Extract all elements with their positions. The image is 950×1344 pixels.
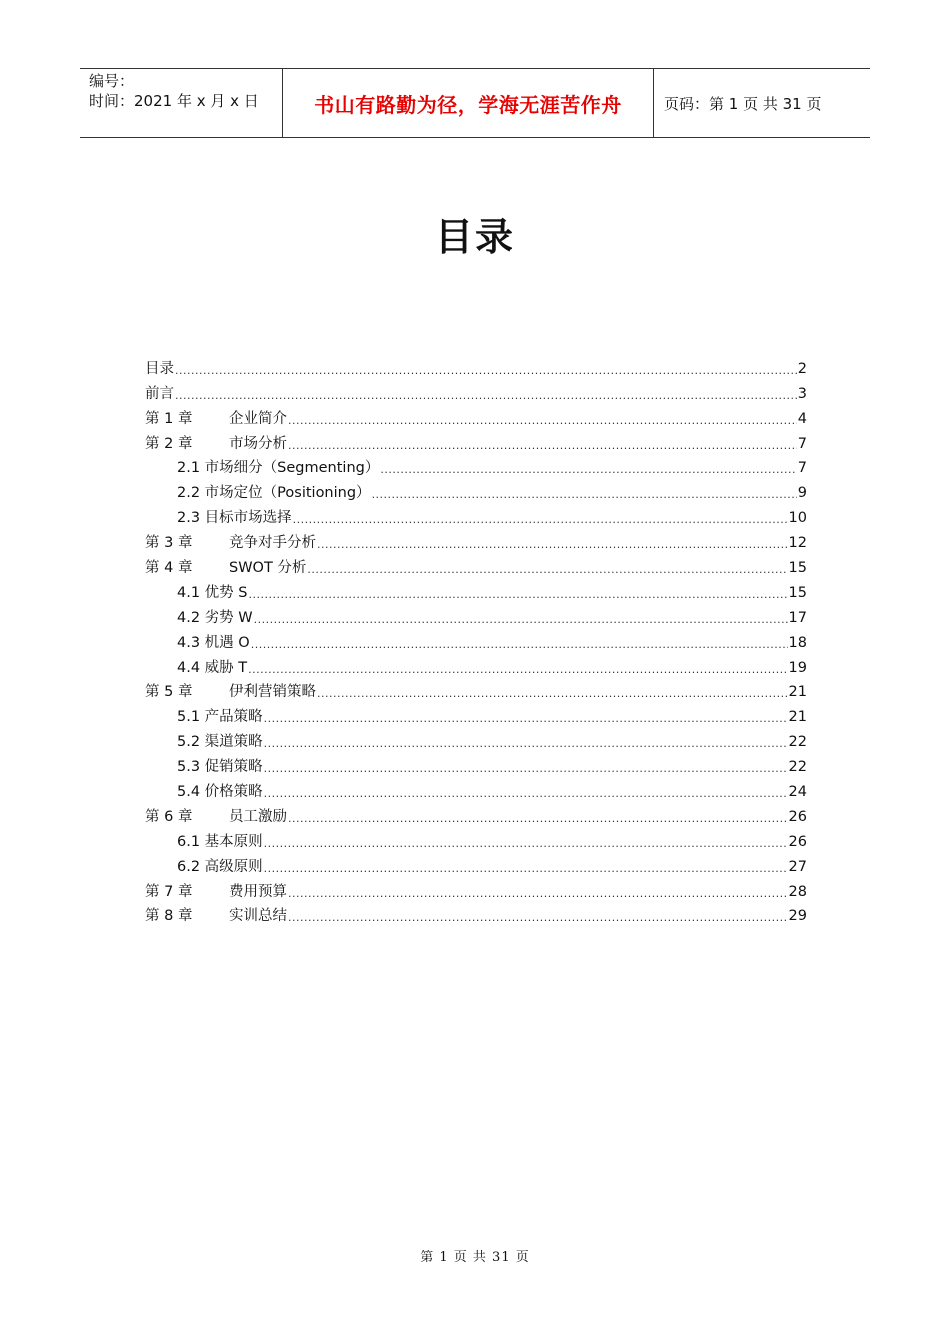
- toc-entry-label: [177, 783, 263, 802]
- toc-page-number: 28: [788, 883, 807, 900]
- toc-page-number: 22: [788, 759, 807, 776]
- toc-entry[interactable]: [145, 653, 807, 678]
- toc-entry[interactable]: [145, 379, 807, 404]
- toc-chapter-number: 第 6 章: [145, 808, 193, 825]
- toc-page-number: 29: [788, 908, 807, 925]
- document-number-label: 编号：: [89, 72, 135, 90]
- toc-entry-label: [145, 883, 287, 902]
- header-motto: 书山有路勤为径，学海无涯苦作舟: [314, 92, 622, 117]
- toc-entry-title: 4.3 机遇 O: [177, 634, 250, 651]
- toc-page-number: 7: [797, 460, 807, 477]
- toc-entry-title: 5.2 渠道策略: [177, 734, 263, 751]
- toc-entry[interactable]: [145, 578, 807, 603]
- toc-chapter-number: 第 5 章: [145, 684, 193, 701]
- toc-entry-label: [177, 659, 247, 678]
- toc-dot-leader: [307, 562, 787, 578]
- toc-entry-title: 5.3 促销策略: [177, 759, 263, 776]
- toc-page-number: 10: [788, 510, 807, 527]
- toc-entry-label: [145, 559, 306, 578]
- toc-entry-label: [145, 808, 287, 827]
- toc-entry-title: 2.3 目标市场选择: [177, 510, 292, 527]
- toc-entry[interactable]: [145, 528, 807, 553]
- toc-entry-label: [177, 858, 263, 877]
- toc-page-number: 21: [788, 684, 807, 701]
- toc-entry[interactable]: [145, 852, 807, 877]
- toc-entry-title: 费用预算: [229, 883, 287, 900]
- toc-entry-label: [177, 609, 253, 628]
- toc-entry-title: 2.2 市场定位（Positioning）: [177, 485, 371, 502]
- toc-entry-label: [177, 758, 263, 777]
- toc-page-number: 22: [788, 734, 807, 751]
- toc-entry-label: [145, 410, 287, 429]
- toc-entry-title: SWOT 分析: [229, 560, 307, 577]
- toc-entry-title: 5.4 价格策略: [177, 784, 263, 801]
- toc-chapter-number: 第 2 章: [145, 435, 193, 452]
- toc-entry-title: 前言: [145, 385, 174, 402]
- toc-entry-title: 6.1 基本原则: [177, 833, 263, 850]
- toc-entry-label: [177, 708, 263, 727]
- toc-dot-leader: [264, 836, 788, 852]
- toc-entry[interactable]: [145, 902, 807, 927]
- toc-entry-title: 6.2 高级原则: [177, 858, 263, 875]
- toc-page-number: 17: [788, 609, 807, 626]
- toc-entry-title: 企业简介: [229, 410, 287, 427]
- toc-entry[interactable]: [145, 702, 807, 727]
- toc-entry-label: [145, 683, 316, 702]
- toc-chapter-number: 第 8 章: [145, 908, 193, 925]
- toc-page-number: 15: [788, 560, 807, 577]
- toc-page-number: 21: [788, 709, 807, 726]
- toc-dot-leader: [175, 363, 797, 379]
- page-title: 目录: [434, 215, 515, 259]
- toc-entry[interactable]: [145, 454, 807, 479]
- toc-dot-leader: [264, 786, 788, 802]
- toc-page-number: 12: [788, 535, 807, 552]
- toc-dot-leader: [317, 686, 788, 702]
- toc-page-number: 18: [788, 634, 807, 651]
- toc-entry[interactable]: [145, 877, 807, 902]
- toc-entry-title: 目录: [145, 360, 174, 377]
- toc-entry-label: [145, 534, 316, 553]
- toc-page-number: 7: [797, 435, 807, 452]
- toc-entry[interactable]: [145, 354, 807, 379]
- toc-entry-title: 4.1 优势 S: [177, 584, 248, 601]
- toc-entry[interactable]: [145, 727, 807, 752]
- toc-entry-label: [145, 435, 287, 454]
- toc-entry[interactable]: [145, 503, 807, 528]
- toc-entry-label: [177, 634, 250, 653]
- toc-entry-title: 市场分析: [229, 435, 287, 452]
- toc-entry-title: 4.4 威胁 T: [177, 659, 248, 676]
- toc-dot-leader: [248, 587, 787, 603]
- toc-entry[interactable]: [145, 478, 807, 503]
- toc-dot-leader: [380, 462, 796, 478]
- toc-entry-label: [145, 907, 287, 926]
- toc-dot-leader: [372, 487, 797, 503]
- toc-page-number: 2: [797, 360, 807, 377]
- table-of-contents: [145, 354, 807, 926]
- toc-entry[interactable]: [145, 777, 807, 802]
- toc-entry[interactable]: [145, 628, 807, 653]
- header-page-info-cell: [654, 69, 870, 137]
- toc-dot-leader: [254, 612, 788, 628]
- toc-entry-label: [145, 385, 174, 404]
- toc-dot-leader: [175, 388, 797, 404]
- toc-entry[interactable]: [145, 429, 807, 454]
- toc-page-number: 9: [797, 485, 807, 502]
- toc-dot-leader: [264, 861, 788, 877]
- toc-chapter-number: 第 7 章: [145, 883, 193, 900]
- toc-entry[interactable]: [145, 802, 807, 827]
- toc-entry-label: [177, 584, 247, 603]
- toc-dot-leader: [288, 438, 797, 454]
- toc-dot-leader: [288, 811, 788, 827]
- toc-dot-leader: [288, 910, 788, 926]
- header-motto-cell: [282, 69, 654, 137]
- toc-chapter-number: 第 3 章: [145, 535, 193, 552]
- toc-entry[interactable]: [145, 603, 807, 628]
- header-page-info: 页码：第 1 页 共 31 页: [664, 94, 822, 113]
- toc-entry-title: 4.2 劣势 W: [177, 609, 253, 626]
- toc-dot-leader: [264, 711, 788, 727]
- toc-page-number: 24: [788, 784, 807, 801]
- header-meta: [80, 69, 282, 137]
- toc-page-number: 4: [797, 410, 807, 427]
- document-date: 时间：2021 年 x 月 x 日: [89, 92, 259, 110]
- toc-entry-label: [177, 484, 371, 503]
- toc-dot-leader: [288, 886, 788, 902]
- toc-entry-label: [145, 360, 174, 379]
- toc-entry-title: 员工激励: [229, 808, 287, 825]
- toc-dot-leader: [293, 512, 788, 528]
- toc-entry-title: 伊利营销策略: [229, 684, 316, 701]
- toc-dot-leader: [288, 413, 797, 429]
- toc-page-number: 26: [788, 833, 807, 850]
- toc-page-number: 19: [788, 659, 807, 676]
- page-header: [80, 68, 870, 138]
- toc-entry[interactable]: [145, 553, 807, 578]
- toc-entry[interactable]: [145, 827, 807, 852]
- toc-dot-leader: [248, 662, 787, 678]
- toc-entry-title: 5.1 产品策略: [177, 709, 263, 726]
- toc-page-number: 3: [797, 385, 807, 402]
- toc-entry[interactable]: [145, 404, 807, 429]
- toc-entry[interactable]: [145, 678, 807, 703]
- toc-entry-label: [177, 733, 263, 752]
- toc-entry-label: [177, 509, 292, 528]
- toc-page-number: 15: [788, 584, 807, 601]
- toc-entry-title: 实训总结: [229, 908, 287, 925]
- toc-page-number: 26: [788, 808, 807, 825]
- toc-entry-title: 2.1 市场细分（Segmenting）: [177, 460, 380, 477]
- toc-entry-title: 竞争对手分析: [229, 535, 316, 552]
- toc-entry[interactable]: [145, 752, 807, 777]
- toc-entry-label: [177, 459, 379, 478]
- toc-page-number: 27: [788, 858, 807, 875]
- toc-dot-leader: [251, 637, 788, 653]
- toc-dot-leader: [264, 736, 788, 752]
- toc-entry-label: [177, 833, 263, 852]
- toc-dot-leader: [317, 537, 788, 553]
- toc-dot-leader: [264, 761, 788, 777]
- page-footer: 第 1 页 共 31 页: [420, 1250, 530, 1265]
- toc-chapter-number: 第 1 章: [145, 410, 193, 427]
- toc-chapter-number: 第 4 章: [145, 560, 193, 577]
